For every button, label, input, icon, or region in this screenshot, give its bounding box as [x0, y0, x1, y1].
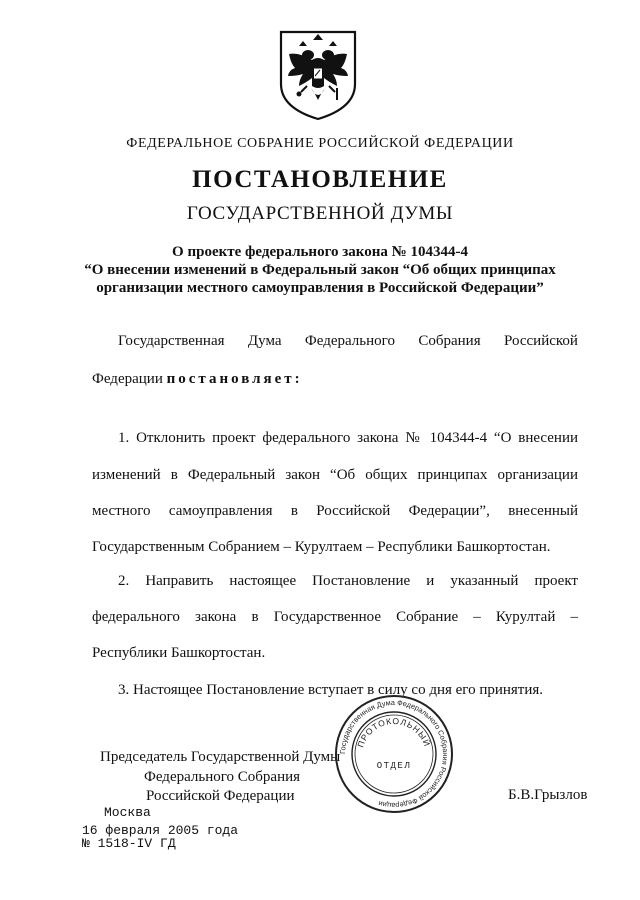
document-heading: [40, 243, 600, 297]
stamp-inner-text: ПРОТОКОЛЬНЫЙ: [355, 715, 433, 749]
footer-date: 16 февраля 2005 года: [82, 823, 239, 838]
heading-line: О проекте федерального закона № 104344-4: [172, 244, 468, 260]
footer-city: Москва: [104, 805, 151, 820]
heading-line: “О внесении изменений в Федеральный закон “Об общих принципах: [84, 262, 556, 278]
item-2-line: 2. Направить настоящее Постановление и указанный проект: [118, 573, 578, 589]
item-1-line: местного самоуправления в Российской Федерации”, внесенный: [92, 503, 578, 519]
item-2-line: федерального закона в Государственное Собрание – Курултай –: [92, 609, 578, 625]
signature-line: Председатель Государственной Думы: [100, 749, 341, 765]
item-1-line: изменений в Федеральный закон “Об общих принципах организации: [92, 467, 578, 483]
assembly-name: ФЕДЕРАЛЬНОЕ СОБРАНИЕ РОССИЙСКОЙ ФЕДЕРАЦИИ: [126, 136, 514, 151]
item-1-line: 1. Отклонить проект федерального закона № 104344-4 “О внесении: [118, 430, 578, 446]
preamble-word: Собрания: [418, 333, 481, 349]
signature-line: Российской Федерации: [146, 788, 295, 804]
footer-number: № 1518-IV ГД: [82, 836, 176, 851]
document-title: ПОСТАНОВЛЕНИЕ: [192, 166, 448, 193]
document-subtitle: ГОСУДАРСТВЕННОЙ ДУМЫ: [186, 203, 454, 224]
preamble-line: [118, 333, 578, 350]
preamble-word: Федерального: [304, 333, 395, 349]
preamble-line: [92, 371, 303, 388]
item-1-line: Государственным Собранием – Курултаем – Республики Башкортостан.: [92, 539, 551, 555]
stamp-center-text: ОТДЕЛ: [376, 761, 412, 771]
decree-word: постановляет:: [166, 371, 303, 387]
preamble-word: Дума: [247, 333, 282, 349]
item-3-line: 3. Настоящее Постановление вступает в силу со дня его принятия.: [118, 682, 544, 698]
signature-line: Федерального Собрания: [144, 768, 301, 785]
svg-text:ПРОТОКОЛЬНЫЙ: [355, 716, 433, 749]
preamble-word: Российской: [504, 333, 578, 349]
signature-title: [100, 748, 340, 807]
heading-line: организации местного самоуправления в Российской Федерации”: [96, 280, 544, 296]
preamble-word: Федерации: [92, 371, 163, 387]
stamp-outer-path: Государственная Дума Федерального Собрания Российской Федерации: [337, 697, 451, 811]
document-footer: [82, 805, 239, 851]
official-stamp-icon: [332, 692, 456, 816]
signatory-name: Б.В.Грызлов: [508, 787, 588, 803]
preamble-word: Государственная: [118, 333, 225, 349]
item-2-line: Республики Башкортостан.: [92, 645, 266, 661]
coat-of-arms-icon: [277, 28, 359, 122]
